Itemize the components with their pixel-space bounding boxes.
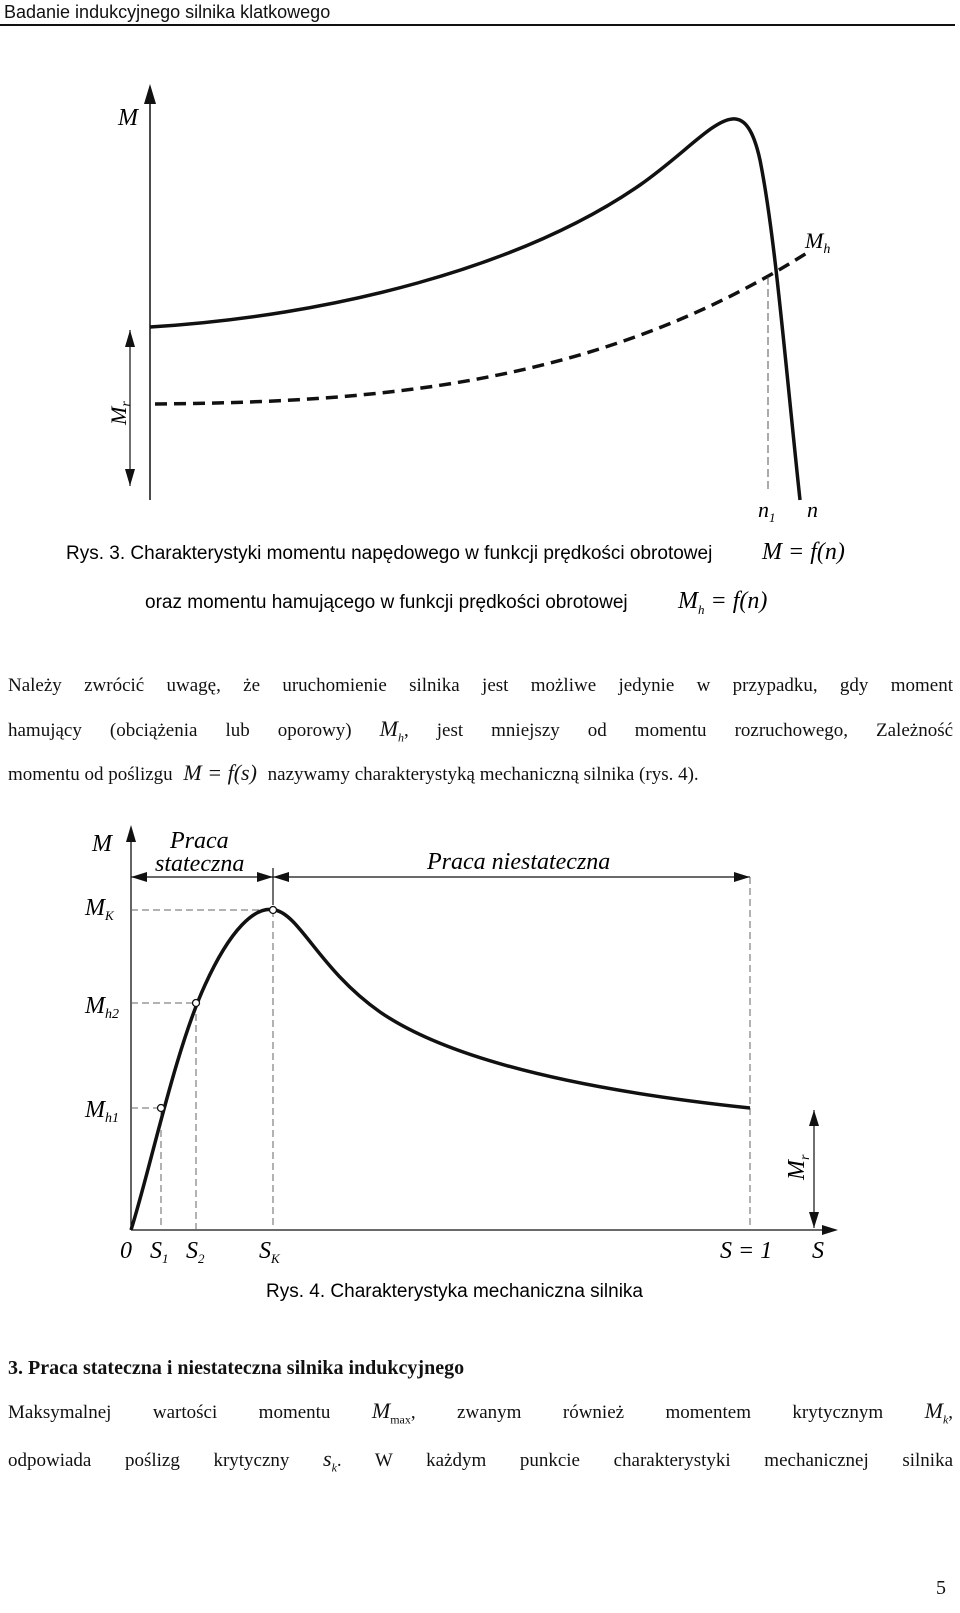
fig3-mr-label: Mr xyxy=(106,401,134,425)
s3-line2-text-a: odpowiada poślizg krytyczny xyxy=(8,1450,290,1471)
s3-line1-text-b: , zwanym również momentem krytycznym xyxy=(410,1402,884,1423)
p1-line2-text-b: , jest mniejszy od momentu rozruchowego, Zależność xyxy=(403,720,954,741)
fig4-zone-arrow-left xyxy=(131,872,147,882)
paragraph-1-line-1: Należy zwrócić uwagę, że uruchomienie silnika jest możliwe jedynie w przypadku, gdy moment xyxy=(8,675,953,696)
fig3-caption-eq1: M = f(n) xyxy=(762,539,845,565)
fig4-tick-sk: $S_K$ xyxy=(259,1238,280,1266)
fig4-zone-arrow-mid-right xyxy=(273,872,289,882)
fig4-zone-stable-line1: Praca xyxy=(170,828,229,854)
fig4-tick-s2: $S_2$ xyxy=(186,1238,205,1266)
fig3-x-label: n xyxy=(807,497,818,522)
fig4-y-label: M xyxy=(92,831,112,857)
s3-line2-sk: $s_k$ xyxy=(323,1446,337,1475)
fig4-caption: Rys. 4. Charakterystyka mechaniczna silnika xyxy=(266,1281,643,1302)
fig4-mr-arrow-bottom xyxy=(809,1212,819,1228)
fig3-caption-line1: Rys. 3. Charakterystyki momentu napędowego w funkcji prędkości obrotowej xyxy=(66,543,713,564)
p1-line3-text-a: momentu od poślizgu xyxy=(8,764,173,785)
fig4-tick-zero: 0 xyxy=(120,1238,132,1264)
s3-line1-mk: $M_k$ xyxy=(924,1398,949,1427)
fig4-mr-label: $M_r$ xyxy=(784,1154,813,1180)
section-line-1 xyxy=(8,1400,953,1430)
fig3-caption-line2: oraz momentu hamującego w funkcji prędkości obrotowej xyxy=(145,592,628,613)
fig4-point-s1 xyxy=(158,1105,165,1112)
s3-line1-text-a: Maksymalnej wartości momentu xyxy=(8,1402,331,1423)
fig4-x-arrowhead xyxy=(822,1225,838,1235)
fig4-mr-arrow-top xyxy=(809,1110,819,1126)
fig4-zone-arrow-mid-left xyxy=(257,872,273,882)
fig3-y-label: M xyxy=(118,105,138,131)
p1-line2-text-a: hamujący (obciążenia lub oporowy) xyxy=(8,720,352,741)
fig4-mk-label: $M_K$ xyxy=(85,895,114,923)
s3-line1-text-c: , xyxy=(948,1402,954,1423)
p1-line3-equation: M = f(s) xyxy=(183,760,257,785)
fig4-mh2-label: $M_{h2}$ xyxy=(85,993,119,1022)
header-title: Badanie indukcyjnego silnika klatkowego xyxy=(4,2,331,22)
fig4-tick-s-eq-1: S = 1 xyxy=(720,1238,773,1264)
s3-line1-mmax: $M_{max}$ xyxy=(371,1398,411,1427)
fig4-tick-s1: $S_1$ xyxy=(150,1238,169,1266)
s3-line2-text-b: . W każdym punkcie charakterystyki mechanicznej silnika xyxy=(336,1450,953,1471)
fig3-n1-tick: $n_1$ xyxy=(758,497,776,525)
fig4-y-arrowhead xyxy=(126,825,136,842)
fig4-x-label: S xyxy=(812,1238,824,1264)
section-line-2 xyxy=(8,1448,953,1478)
fig4-zone-unstable: Praca niestateczna xyxy=(427,849,611,875)
p1-line2-math: $M_h$ xyxy=(379,716,404,745)
fig4-characteristic-curve xyxy=(131,909,750,1230)
page-number: 5 xyxy=(936,1577,946,1599)
fig3-mh-label: $M_h$ xyxy=(805,228,831,257)
p1-line3-text-b: nazywamy charakterystyką mechaniczną silnika (rys. 4). xyxy=(267,764,699,785)
fig4-zone-arrow-right xyxy=(734,872,750,882)
fig3-caption-eq2: $M_h = f(n)$ xyxy=(678,588,768,617)
fig4-mh1-label: $M_{h1}$ xyxy=(85,1097,119,1126)
fig4-critical-point xyxy=(270,907,277,914)
fig4-point-s2 xyxy=(193,1000,200,1007)
section-heading: 3. Praca stateczna i niestateczna silnika indukcyjnego xyxy=(8,1357,465,1379)
fig4-zone-stable-line2: stateczna xyxy=(155,851,245,877)
